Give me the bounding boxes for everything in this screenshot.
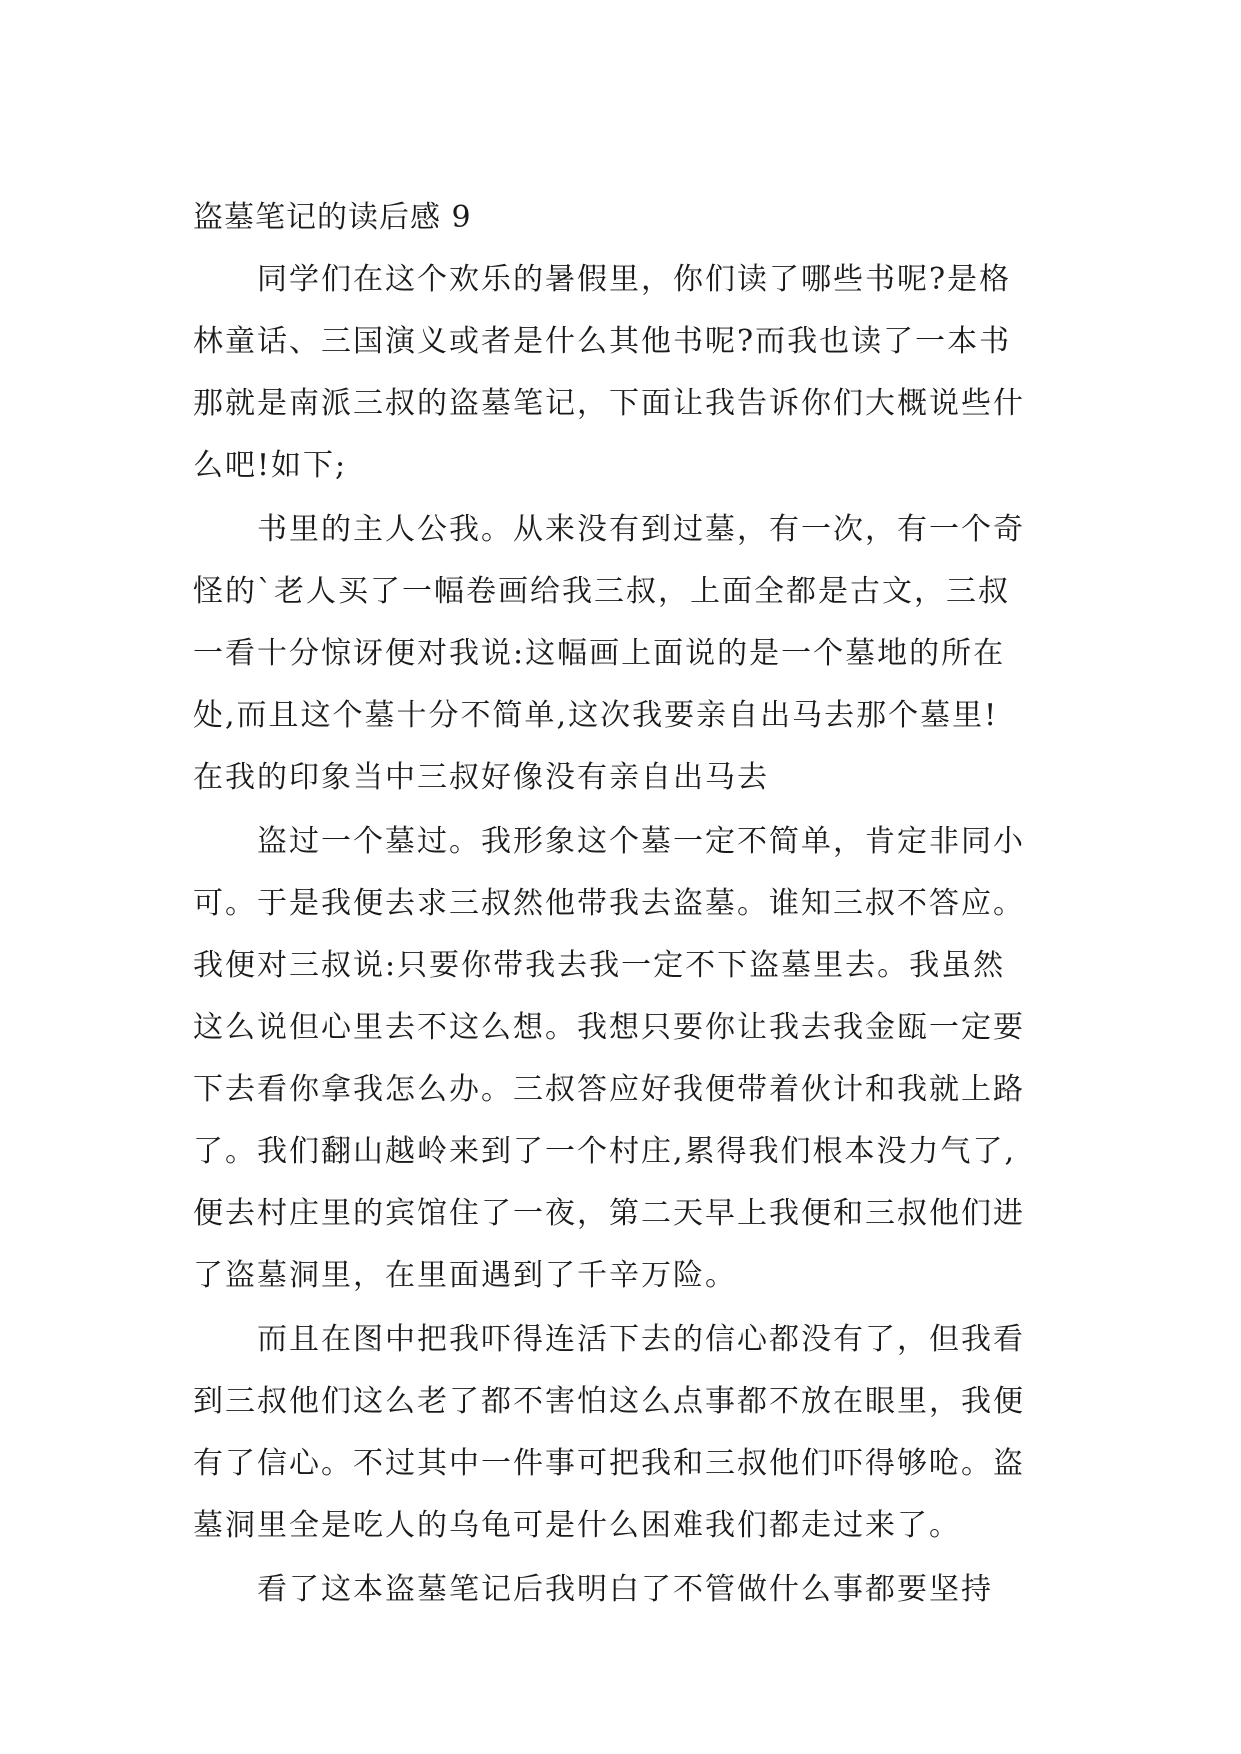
text-line: 那就是南派三叔的盗墓笔记，下面让我告诉你们大概说些什 (193, 386, 1025, 421)
text-line: 林童话、三国演义或者是什么其他书呢?而我也读了一本书 (193, 324, 1012, 359)
text-line: 了。我们翻山越岭来到了一个村庄,累得我们根本没力气了, (193, 1134, 1017, 1169)
document-title: 盗墓笔记的读后感 9 (193, 200, 472, 235)
text-line: 下去看你拿我怎么办。三叔答应好我便带着伙计和我就上路 (193, 1072, 1025, 1107)
text-line: 么吧!如下; (193, 448, 348, 483)
text-line: 这么说但心里去不这么想。我想只要你让我去我金瓯一定要 (193, 1010, 1025, 1045)
text-line: 看了这本盗墓笔记后我明白了不管做什么事都要坚持 (193, 1572, 993, 1607)
text-line: 一看十分惊讶便对我说:这幅画上面说的是一个墓地的所在 (193, 636, 1006, 671)
text-line: 有了信心。不过其中一件事可把我和三叔他们吓得够呛。盗 (193, 1446, 1025, 1481)
text-line: 我便对三叔说:只要你带我去我一定不下盗墓里去。我虽然 (193, 948, 1006, 983)
text-line: 了盗墓洞里，在里面遇到了千辛万险。 (193, 1258, 737, 1293)
text-line: 在我的印象当中三叔好像没有亲自出马去 (193, 760, 769, 795)
text-line: 而且在图中把我吓得连活下去的信心都没有了，但我看 (193, 1322, 1025, 1357)
text-line: 可。于是我便去求三叔然他带我去盗墓。谁知三叔不答应。 (193, 886, 1025, 921)
text-line: 怪的`老人买了一幅卷画给我三叔，上面全都是古文，三叔 (193, 574, 1010, 609)
text-line: 书里的主人公我。从来没有到过墓，有一次，有一个奇 (193, 512, 1025, 547)
text-line: 处,而且这个墓十分不简单,这次我要亲自出马去那个墓里! (193, 698, 999, 733)
text-line: 墓洞里全是吃人的乌龟可是什么困难我们都走过来了。 (193, 1508, 961, 1543)
text-line: 到三叔他们这么老了都不害怕这么点事都不放在眼里，我便 (193, 1384, 1025, 1419)
text-line: 便去村庄里的宾馆住了一夜，第二天早上我便和三叔他们进 (193, 1196, 1025, 1231)
text-line: 盗过一个墓过。我形象这个墓一定不简单，肯定非同小 (193, 824, 1025, 859)
text-line: 同学们在这个欢乐的暑假里，你们读了哪些书呢?是格 (193, 262, 1012, 297)
